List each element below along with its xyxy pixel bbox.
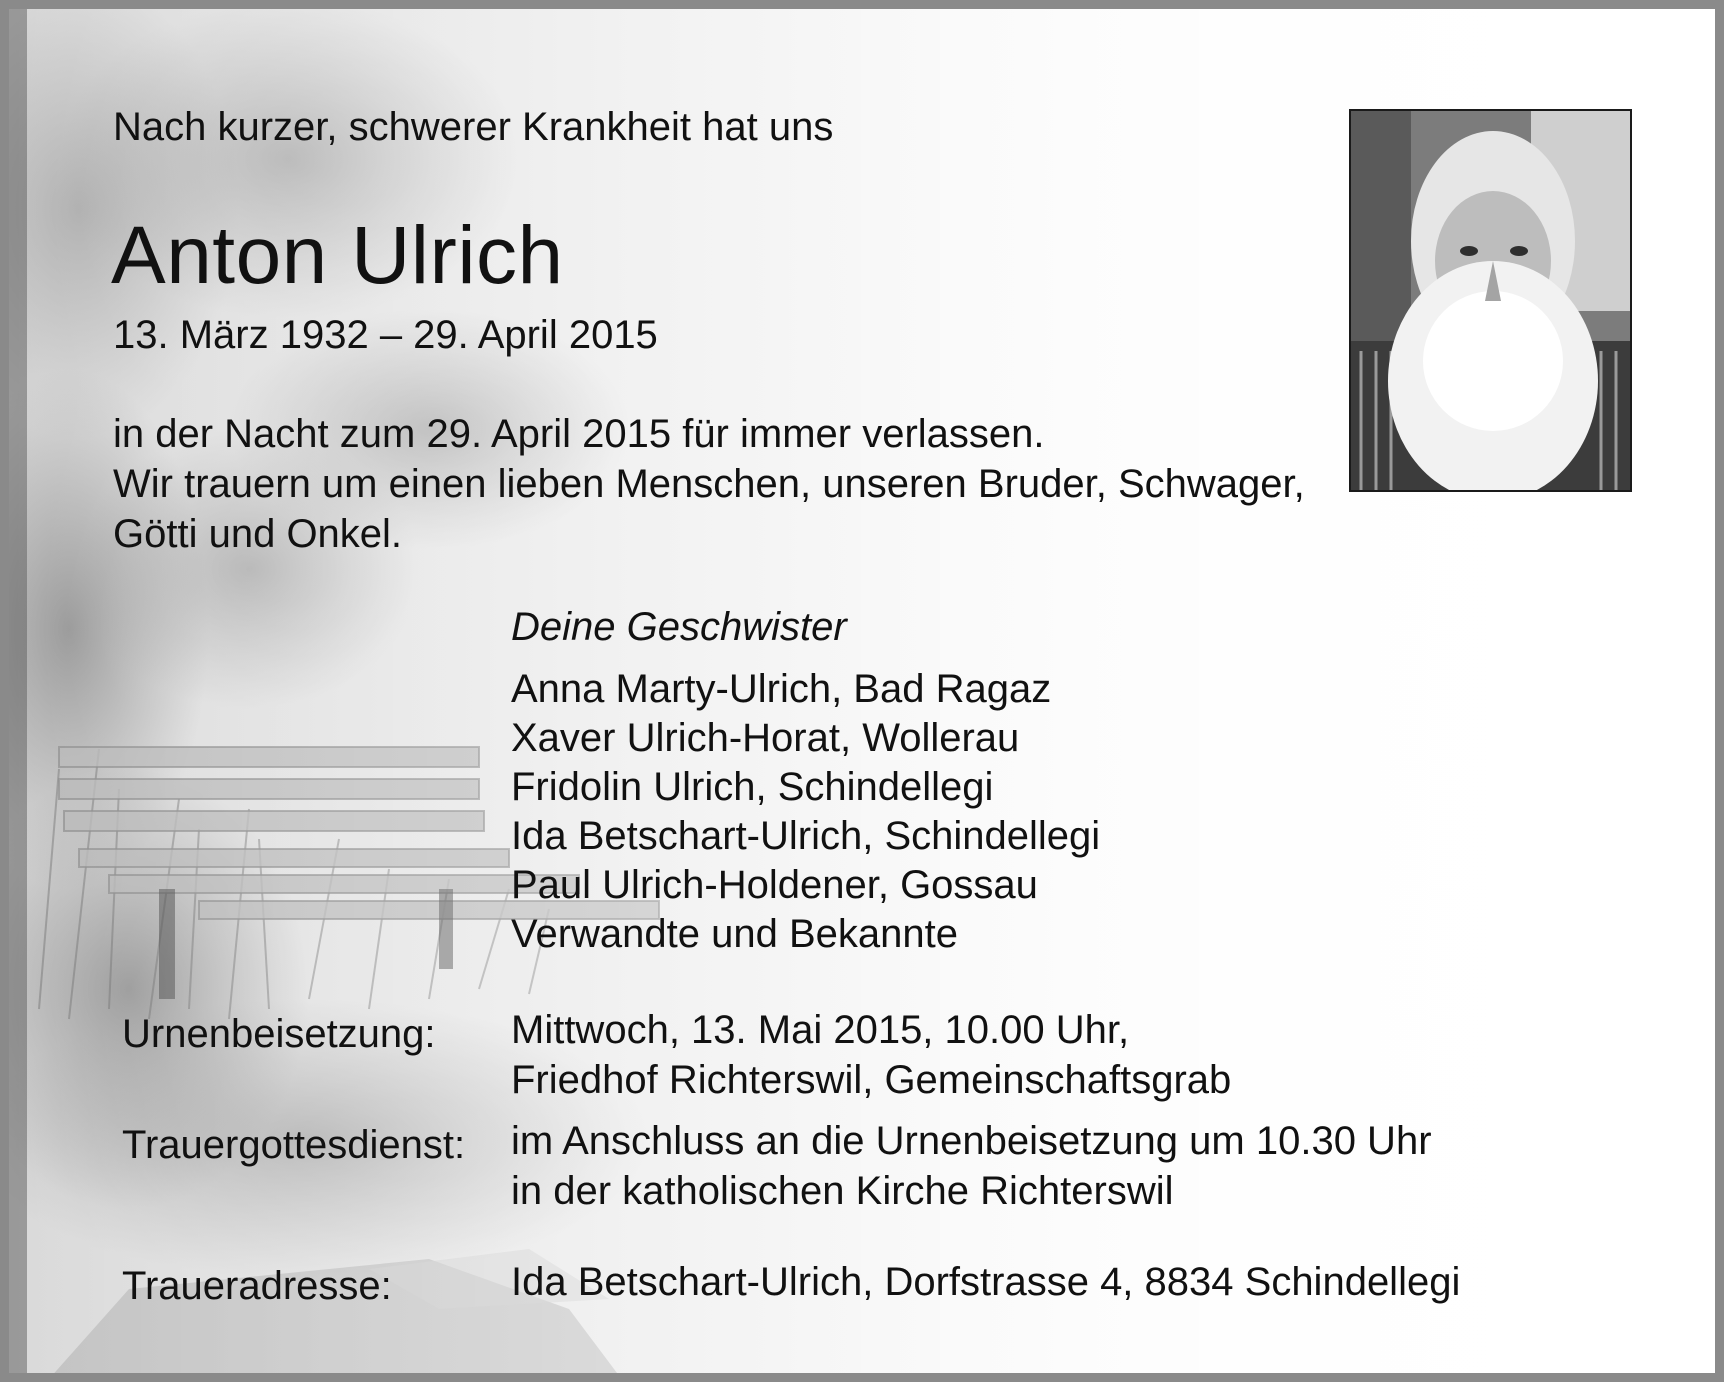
portrait-image bbox=[1351, 111, 1632, 492]
burial-details bbox=[511, 1005, 1231, 1105]
portrait-photo bbox=[1349, 109, 1632, 492]
family-member: Fridolin Ulrich, Schindellegi bbox=[511, 765, 994, 809]
message-block bbox=[113, 409, 1305, 559]
message-line: Wir trauern um einen lieben Menschen, unseren Bruder, Schwager, bbox=[113, 462, 1305, 506]
family-member: Ida Betschart-Ulrich, Schindellegi bbox=[511, 814, 1101, 858]
family-member: Paul Ulrich-Holdener, Gossau bbox=[511, 863, 1038, 907]
address-line: Ida Betschart-Ulrich, Dorfstrasse 4, 8834 Schindellegi bbox=[511, 1260, 1461, 1304]
address-details bbox=[511, 1257, 1460, 1307]
family-member: Xaver Ulrich-Horat, Wollerau bbox=[511, 716, 1020, 760]
burial-line: Mittwoch, 13. Mai 2015, 10.00 Uhr, bbox=[511, 1008, 1130, 1052]
address-label: Traueradresse: bbox=[122, 1264, 392, 1308]
service-line: im Anschluss an die Urnenbeisetzung um 10.30 Uhr bbox=[511, 1119, 1432, 1163]
intro-text: Nach kurzer, schwerer Krankheit hat uns bbox=[113, 105, 834, 149]
message-line: Götti und Onkel. bbox=[113, 512, 403, 556]
life-dates: 13. März 1932 – 29. April 2015 bbox=[113, 313, 658, 357]
deceased-name: Anton Ulrich bbox=[111, 210, 564, 301]
burial-label: Urnenbeisetzung: bbox=[122, 1012, 436, 1056]
family-list bbox=[511, 665, 1100, 959]
family-member: Verwandte und Bekannte bbox=[511, 912, 959, 956]
family-member: Anna Marty-Ulrich, Bad Ragaz bbox=[511, 667, 1052, 711]
message-line: in der Nacht zum 29. April 2015 für immer verlassen. bbox=[113, 412, 1045, 456]
signature-heading: Deine Geschwister bbox=[511, 605, 847, 649]
burial-line: Friedhof Richterswil, Gemeinschaftsgrab bbox=[511, 1058, 1232, 1102]
service-label: Trauergottesdienst: bbox=[122, 1123, 466, 1167]
service-details bbox=[511, 1116, 1432, 1216]
service-line: in der katholischen Kirche Richterswil bbox=[511, 1169, 1174, 1213]
